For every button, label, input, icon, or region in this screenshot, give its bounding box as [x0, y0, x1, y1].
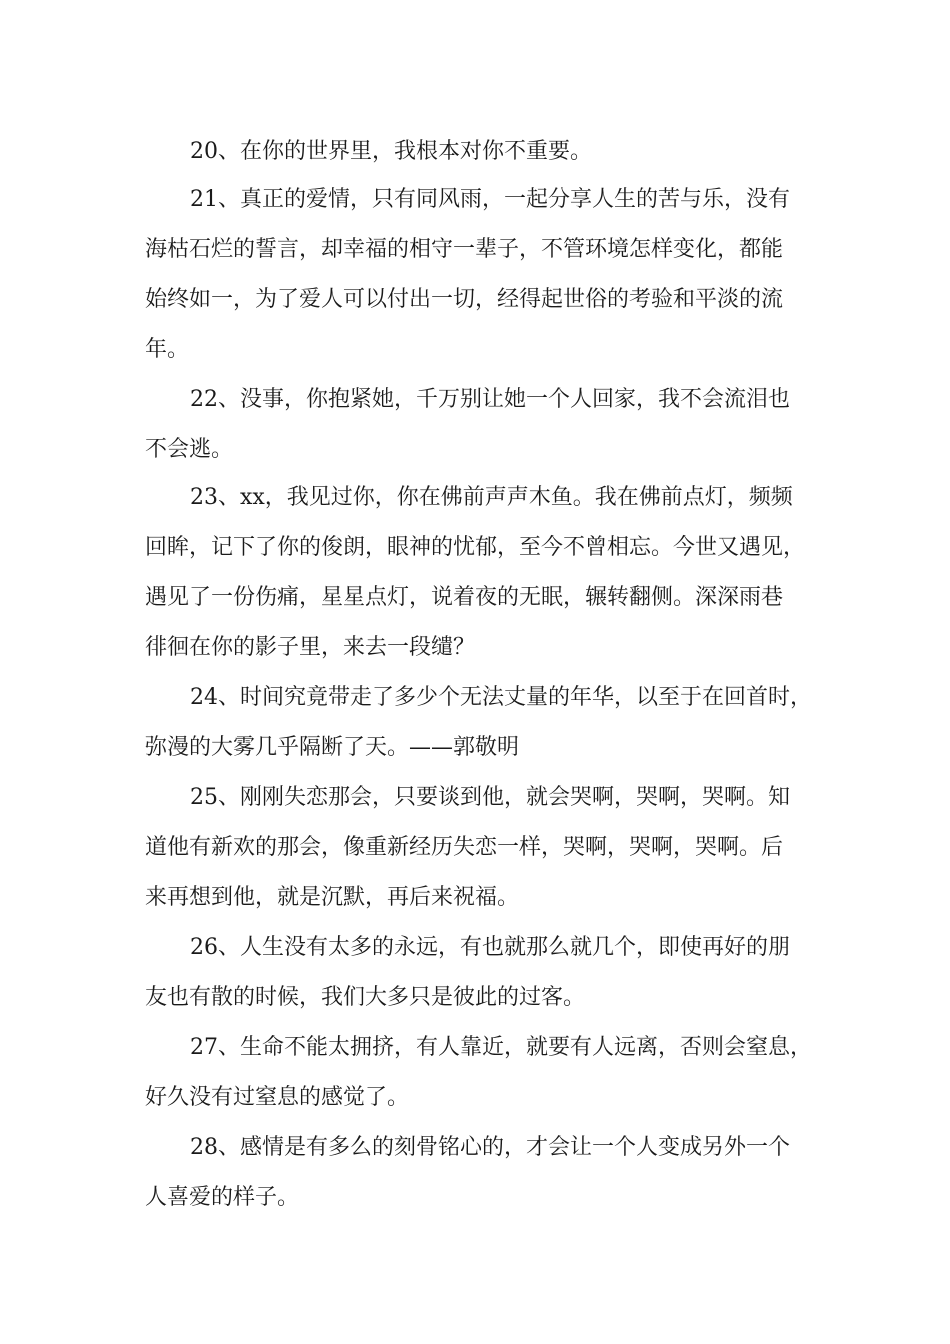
paragraph-line: 25、刚刚失恋那会，只要谈到他，就会哭啊，哭啊，哭啊。知	[190, 785, 790, 810]
paragraph-line: 弥漫的大雾几乎隔断了天。——郭敬明	[145, 735, 520, 760]
paragraph-line: 人喜爱的样子。	[145, 1185, 300, 1210]
paragraph-line: 21、真正的爱情，只有同风雨，一起分享人生的苦与乐，没有	[190, 187, 790, 212]
paragraph-line: 27、生命不能太拥挤，有人靠近，就要有人远离，否则会窒息，	[190, 1035, 812, 1060]
paragraph-line: 道他有新欢的那会，像重新经历失恋一样，哭啊，哭啊，哭啊。后	[145, 835, 784, 860]
paragraph-line: 28、感情是有多么的刻骨铭心的，才会让一个人变成另外一个	[190, 1135, 790, 1160]
paragraph-line: 20、在你的世界里，我根本对你不重要。	[190, 139, 592, 164]
paragraph-line: 23、xx，我见过你，你在佛前声声木鱼。我在佛前点灯，频频	[190, 485, 793, 510]
paragraph-line: 遇见了一份伤痛，星星点灯，说着夜的无眠，辗转翻侧。深深雨巷	[145, 585, 784, 610]
paragraph-line: 来再想到他，就是沉默，再后来祝福。	[145, 885, 520, 910]
paragraph-line: 22、没事，你抱紧她，千万别让她一个人回家，我不会流泪也	[190, 387, 790, 412]
paragraph-line: 26、人生没有太多的永远，有也就那么就几个，即使再好的朋	[190, 935, 790, 960]
paragraph-line: 24、时间究竟带走了多少个无法丈量的年华，以至于在回首时，	[190, 685, 812, 710]
paragraph-line: 始终如一，为了爱人可以付出一切，经得起世俗的考验和平淡的流	[145, 287, 784, 312]
paragraph-line: 不会逃。	[145, 437, 234, 462]
paragraph-line: 徘徊在你的影子里，来去一段缱？	[145, 635, 476, 660]
paragraph-line: 好久没有过窒息的感觉了。	[145, 1085, 410, 1110]
paragraph-line: 友也有散的时候，我们大多只是彼此的过客。	[145, 985, 586, 1010]
paragraph-line: 年。	[145, 337, 190, 362]
paragraph-line: 海枯石烂的誓言，却幸福的相守一辈子，不管环境怎样变化，都能	[145, 237, 784, 262]
paragraph-line: 回眸，记下了你的俊朗，眼神的忧郁，至今不曾相忘。今世又遇见，	[145, 535, 806, 560]
